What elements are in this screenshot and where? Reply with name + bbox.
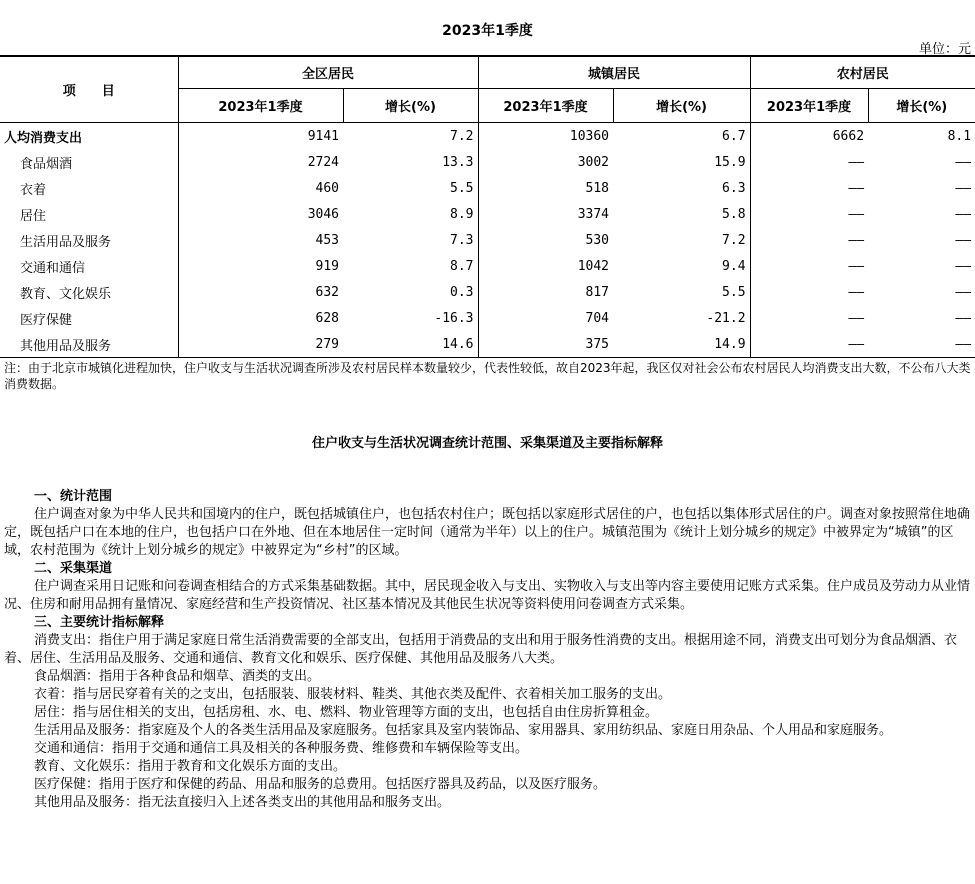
group-header-urban: 城镇居民 — [478, 56, 750, 89]
group-header-rural: 农村居民 — [750, 56, 975, 89]
table-cell: 1042 — [478, 253, 613, 279]
table-cell: —— — [955, 206, 972, 222]
table-cell: —— — [750, 305, 868, 331]
row-label: 居住 — [20, 208, 47, 224]
table-cell: —— — [750, 331, 868, 358]
table-cell: -16.3 — [434, 310, 474, 326]
table-cell: —— — [750, 227, 868, 253]
table-cell: 5.8 — [722, 206, 746, 222]
paragraph: 其他用品及服务：指无法直接归入上述各类支出的其他用品和服务支出。 — [34, 795, 451, 810]
paragraph: 住户调查采用日记账和问卷调查相结合的方式采集基础数据。其中，居民现金收入与支出、实物收入与支出等内容主要使用记账方式采集。住户成员及劳动力从业情况、住房和耐用品拥有量情况、家庭经营和生产投资情况、社区基本情况及其他民生状况等资料使用问卷调查方式采集。 — [4, 579, 971, 612]
row-label: 食品烟酒 — [20, 156, 73, 172]
table-cell: 919 — [178, 253, 343, 279]
row-label: 衣着 — [20, 182, 47, 198]
table-cell: 8.1 — [947, 128, 972, 144]
table-cell: —— — [750, 279, 868, 305]
paragraph: 食品烟酒：指用于各种食品和烟草、酒类的支出。 — [34, 669, 321, 684]
row-label: 医疗保健 — [20, 312, 73, 328]
table-cell: 15.9 — [714, 154, 746, 170]
table-cell: 5.5 — [450, 180, 474, 196]
table-row — [0, 253, 975, 279]
col-header: 增长(%) — [868, 89, 975, 123]
table-cell: —— — [955, 284, 972, 300]
table-cell: —— — [955, 232, 972, 248]
table-cell: 10360 — [478, 123, 613, 150]
paragraph: 医疗保健：指用于医疗和保健的药品、用品和服务的总费用。包括医疗器具及药品，以及医疗服务。 — [34, 777, 607, 792]
unit-label: 单位：元 — [918, 42, 971, 57]
table-cell: —— — [955, 310, 972, 326]
table-row — [0, 201, 975, 227]
table-note: 注：由于北京市城镇化进程加快，住户收支与生活状况调查所涉及农村居民样本数量较少，代表性较低，故自2023年起，我区仅对社会公布农村居民人均消费支出大数，不公布八大类消费数据。 — [4, 361, 971, 391]
table-cell: —— — [955, 258, 972, 274]
report-title: 2023年1季度 — [442, 23, 533, 39]
paragraph: 居住：指与居住相关的支出，包括房租、水、电、燃料、物业管理等方面的支出，也包括自由住房折算租金。 — [34, 705, 659, 720]
paragraph: 交通和通信：指用于交通和通信工具及相关的各种服务费、维修费和车辆保险等支出。 — [34, 741, 529, 756]
table-cell: 628 — [178, 305, 343, 331]
table-cell: 7.3 — [450, 232, 474, 248]
table-cell: 14.9 — [613, 331, 750, 358]
table-cell: 375 — [478, 331, 613, 358]
table-cell: 704 — [478, 305, 613, 331]
table-cell: 8.9 — [450, 206, 474, 222]
table-cell: 6.7 — [722, 128, 746, 144]
table-cell: —— — [955, 180, 972, 196]
section-heading: 三、主要统计指标解释 — [34, 615, 165, 630]
paragraph: 住户调查对象为中华人民共和国境内的住户，既包括城镇住户，也包括农村住户；既包括以家庭形式居住的户，也包括以集体形式居住的户。调查对象按照常住地确定，既包括户口在本地的住户，也包括户口在外地、但在本地居住一定时间（通常为半年）以上的住户。城镇范围为《统计上划分城乡的规定》中被界定为“城镇”的区域，农村范围为《统计上划分城乡的规定》中被界定为“乡村”的区域。 — [4, 507, 971, 558]
row-label: 教育、文化娱乐 — [20, 286, 112, 302]
col-header: 增长(%) — [613, 89, 750, 123]
table-row — [0, 175, 975, 201]
table-cell: 279 — [178, 331, 343, 358]
section-heading: 一、统计范围 — [34, 489, 113, 504]
paragraph: 消费支出：指住户用于满足家庭日常生活消费需要的全部支出，包括用于消费品的支出和用于服务性消费的支出。根据用途不同，消费支出可划分为食品烟酒、衣着、居住、生活用品及服务、交通和通信、教育文化和娱乐、医疗保健、其他用品及服务八大类。 — [4, 633, 958, 666]
table-cell: 6662 — [750, 123, 868, 150]
table-cell: 0.3 — [450, 284, 474, 300]
section-heading: 二、采集渠道 — [34, 561, 113, 576]
table-cell: 14.6 — [343, 331, 478, 358]
table-cell: -21.2 — [706, 310, 746, 326]
col-header: 2023年1季度 — [478, 89, 613, 123]
row-label: 其他用品及服务 — [0, 331, 178, 358]
table-row — [0, 123, 975, 150]
table-cell: 7.2 — [450, 128, 474, 144]
table-cell: —— — [955, 154, 972, 170]
table-cell: —— — [750, 175, 868, 201]
paragraph: 衣着：指与居民穿着有关的之支出，包括服装、服装材料、鞋类、其他衣类及配件、衣着相关加工服务的支出。 — [34, 687, 672, 702]
row-label: 交通和通信 — [20, 260, 86, 276]
table-cell: —— — [750, 149, 868, 175]
group-header-all: 全区居民 — [178, 56, 478, 89]
table-cell: —— — [750, 253, 868, 279]
col-header: 2023年1季度 — [178, 89, 343, 123]
paragraph: 生活用品及服务：指家庭及个人的各类生活用品及家庭服务。包括家具及室内装饰品、家用器具、家用纺织品、家庭日用杂品、个人用品和家庭服务。 — [34, 723, 893, 738]
table-cell: 460 — [178, 175, 343, 201]
explanation-text — [4, 488, 970, 812]
table-cell: 3046 — [178, 201, 343, 227]
table-cell: 5.5 — [722, 284, 746, 300]
table-cell: 3374 — [478, 201, 613, 227]
table-cell: 632 — [178, 279, 343, 305]
col-header: 2023年1季度 — [750, 89, 868, 123]
table-cell: 8.7 — [450, 258, 474, 274]
table-cell: 6.3 — [722, 180, 746, 196]
table-cell: —— — [750, 201, 868, 227]
col-header: 增长(%) — [343, 89, 478, 123]
table-cell: 9.4 — [722, 258, 746, 274]
table-cell: 7.2 — [722, 232, 746, 248]
table-cell: 453 — [178, 227, 343, 253]
table-cell: 817 — [478, 279, 613, 305]
section-title: 住户收支与生活状况调查统计范围、采集渠道及主要指标解释 — [311, 436, 663, 451]
table-cell: 9141 — [178, 123, 343, 150]
paragraph: 教育、文化娱乐：指用于教育和文化娱乐方面的支出。 — [34, 759, 347, 774]
consumption-table — [0, 55, 975, 358]
table-row — [0, 279, 975, 305]
row-label: 生活用品及服务 — [20, 234, 112, 250]
table-cell: 518 — [478, 175, 613, 201]
table-cell: 13.3 — [442, 154, 474, 170]
table-row — [0, 305, 975, 331]
table-cell: —— — [868, 331, 975, 358]
table-row — [0, 149, 975, 175]
table-cell: 530 — [478, 227, 613, 253]
row-label: 人均消费支出 — [4, 130, 83, 146]
table-cell: 2724 — [178, 149, 343, 175]
item-header: 项 目 — [0, 56, 178, 123]
table-row — [0, 331, 975, 358]
table-cell: 3002 — [478, 149, 613, 175]
table-row — [0, 227, 975, 253]
